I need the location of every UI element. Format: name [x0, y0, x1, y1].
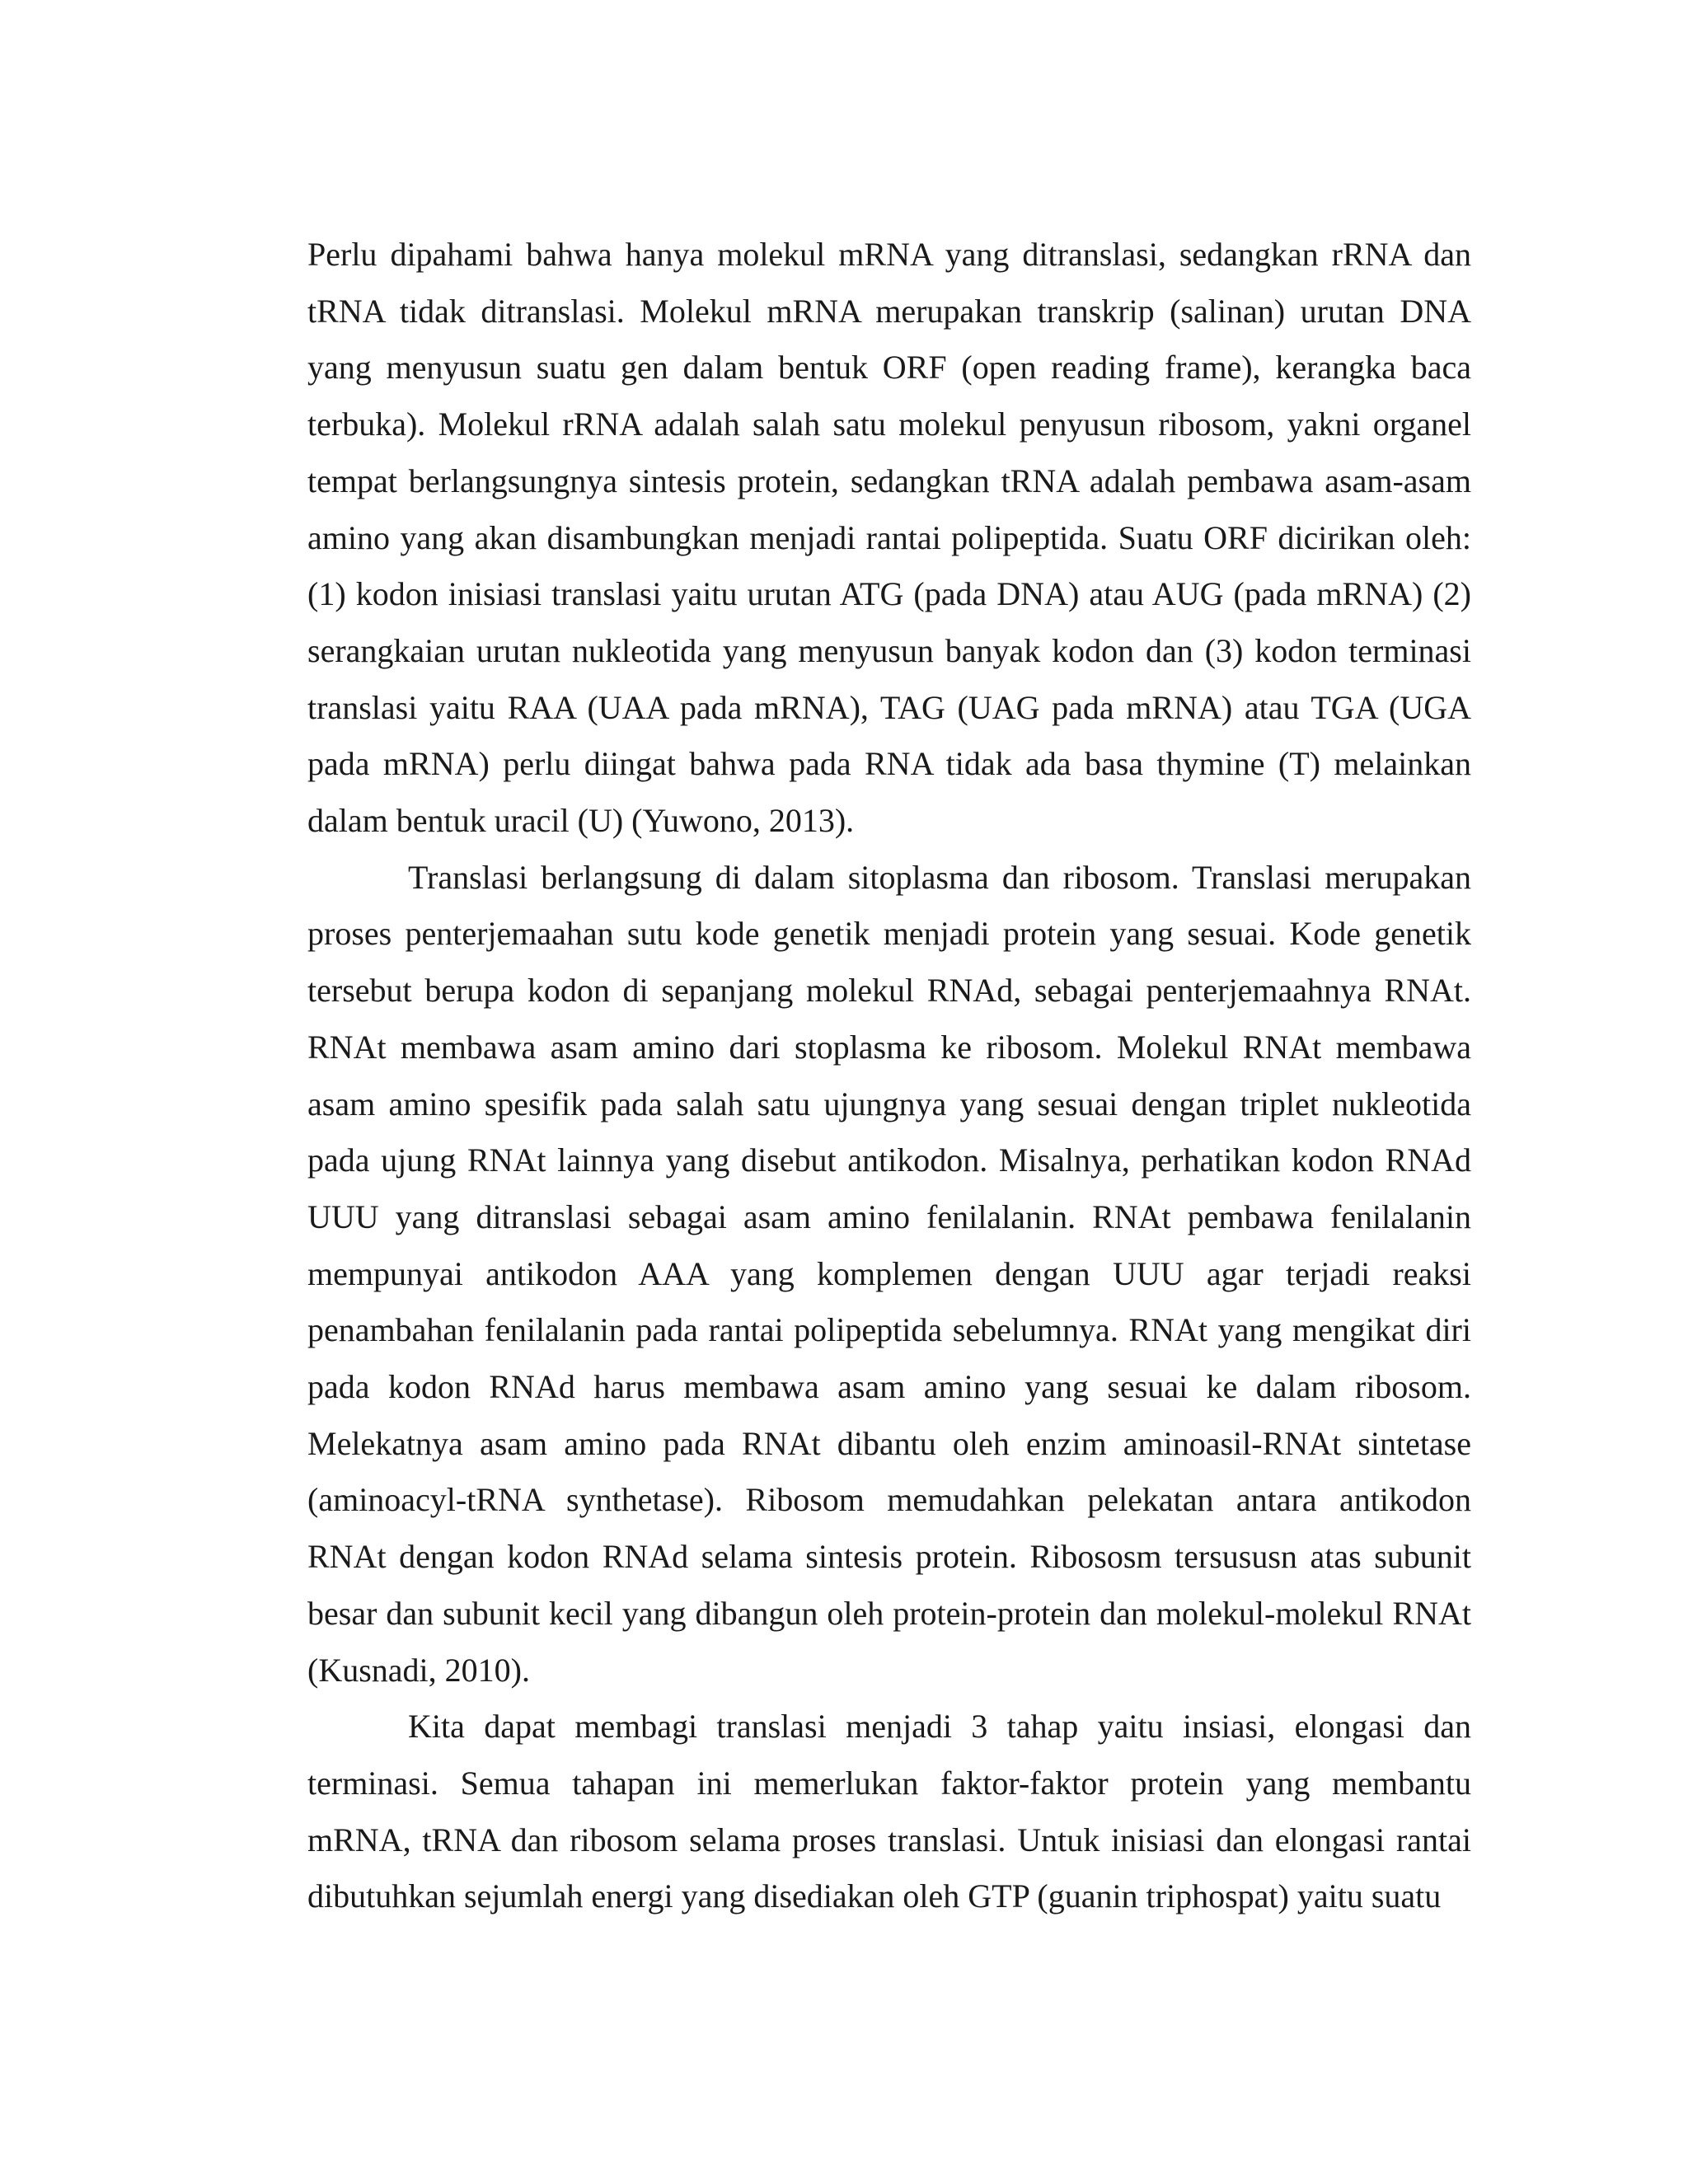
paragraph-tahap-translasi: Kita dapat membagi translasi menjadi 3 tahap yaitu insiasi, elongasi dan terminasi. Semua tahapan ini memerlukan faktor-faktor protein yang membantu mRNA, tRNA dan ribosom selama proses translasi. Untuk inisiasi dan elongasi rantai dibutuhkan sejumlah energi yang disediakan oleh GTP (guanin triphospat) yaitu suatu: [307, 1708, 1471, 1915]
body-text: [307, 227, 1471, 1925]
paragraph-orf: Perlu dipahami bahwa hanya molekul mRNA yang ditranslasi, sedangkan rRNA dan tRNA tidak ditranslasi. Molekul mRNA merupakan transkrip (salinan) urutan DNA yang menyusun suatu gen dalam bentuk ORF (open reading frame), kerangka baca terbuka). Molekul rRNA adalah salah satu molekul penyusun ribosom, yakni organel tempat berlangsungnya sintesis protein, sedangkan tRNA adalah pembawa asam-asam amino yang akan disambungkan menjadi rantai polipeptida. Suatu ORF dicirikan oleh: (1) kodon inisiasi translasi yaitu urutan ATG (pada DNA) atau AUG (pada mRNA) (2) serangkaian urutan nukleotida yang menyusun banyak kodon dan (3) kodon terminasi translasi yaitu RAA (UAA pada mRNA), TAG (UAG pada mRNA) atau TGA (UGA pada mRNA) perlu diingat bahwa pada RNA tidak ada basa thymine (T) melainkan dalam bentuk uracil (U) (Yuwono, 2013).: [307, 236, 1471, 840]
paragraph-translasi: Translasi berlangsung di dalam sitoplasma dan ribosom. Translasi merupakan proses penterjemaahan sutu kode genetik menjadi protein yang sesuai. Kode genetik tersebut berupa kodon di sepanjang molekul RNAd, sebagai penterjemaahnya RNAt. RNAt membawa asam amino dari stoplasma ke ribosom. Molekul RNAt membawa asam amino spesifik pada salah satu ujungnya yang sesuai dengan triplet nukleotida pada ujung RNAt lainnya yang disebut antikodon. Misalnya, perhatikan kodon RNAd UUU yang ditranslasi sebagai asam amino fenilalanin. RNAt pembawa fenilalanin mempunyai antikodon AAA yang komplemen dengan UUU agar terjadi reaksi penambahan fenilalanin pada rantai polipeptida sebelumnya. RNAt yang mengikat diri pada kodon RNAd harus membawa asam amino yang sesuai ke dalam ribosom. Melekatnya asam amino pada RNAt dibantu oleh enzim aminoasil-RNAt sintetase (aminoacyl-tRNA synthetase). Ribosom memudahkan pelekatan antara antikodon RNAt dengan kodon RNAd selama sintesis protein. Ribososm tersususn atas subunit besar dan subunit kecil yang dibangun oleh protein-protein dan molekul-molekul RNAt (Kusnadi, 2010).: [307, 858, 1471, 1689]
